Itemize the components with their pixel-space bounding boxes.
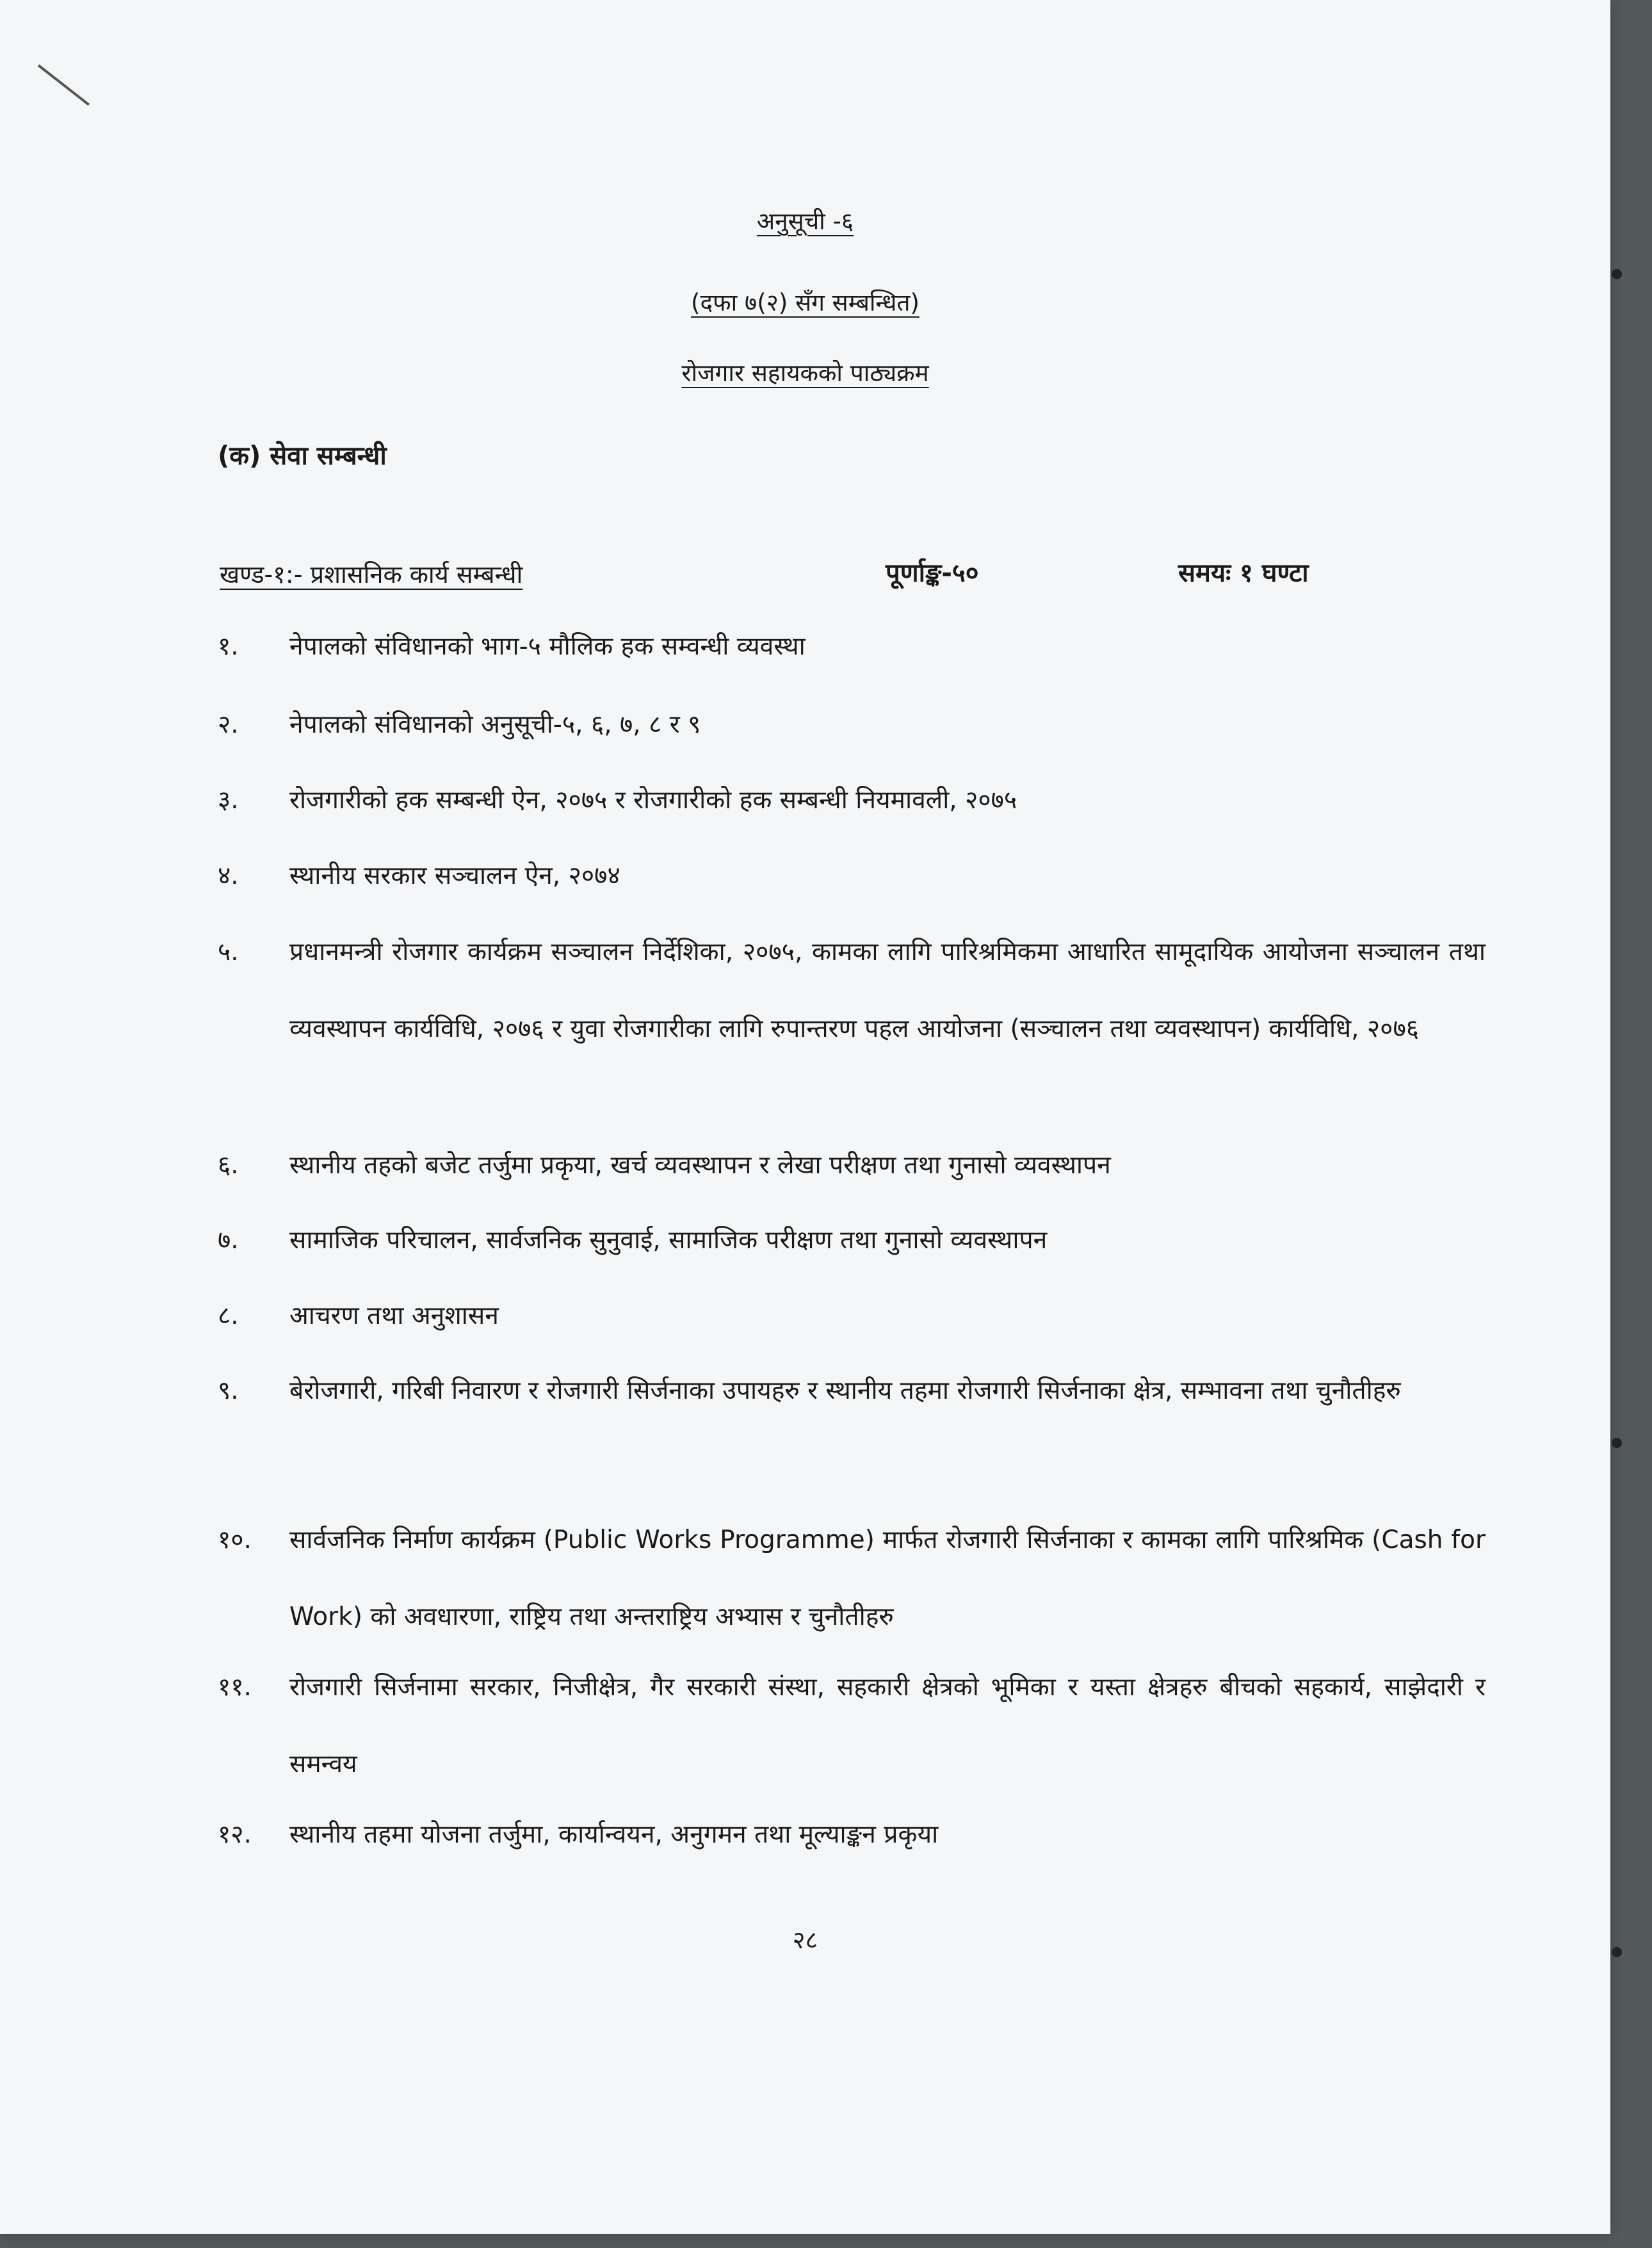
item-number: ४. <box>218 861 239 890</box>
item-text: नेपालको संविधानको भाग-५ मौलिक हक सम्वन्धी व्यवस्था <box>289 632 806 661</box>
section-reference: (दफा ७(२) सँग सम्बन्धित) <box>691 289 919 316</box>
page-number: २८ <box>792 1926 818 1954</box>
list-item <box>218 1202 1486 1279</box>
schedule-title: अनुसूची -६ <box>756 208 854 235</box>
item-number: १२. <box>218 1820 252 1849</box>
item-number: २. <box>218 710 239 739</box>
service-heading: (क) सेवा सम्बन्धी <box>218 441 387 471</box>
scan-mark <box>38 64 90 106</box>
binder-hole-icon <box>1612 1947 1622 1957</box>
item-text: स्थानीय तहको बजेट तर्जुमा प्रकृया, खर्च व्यवस्थापन र लेखा परीक्षण तथा गुनासो व्यवस्थापन <box>289 1151 1111 1180</box>
list-item <box>218 914 1486 1068</box>
syllabus-title: रोजगार सहायकको पाठ्यक्रम <box>681 359 929 387</box>
item-number: ११. <box>218 1673 252 1702</box>
item-text: रोजगारीको हक सम्बन्धी ऐन, २०७५ र रोजगारीको हक सम्बन्धी नियमावली, २०७५ <box>289 786 1017 815</box>
list-item <box>218 1649 1486 1803</box>
exam-time: समयः १ घण्टा <box>1178 558 1309 588</box>
item-text: नेपालको संविधानको अनुसूची-५, ६, ७, ८ र ९ <box>289 710 701 739</box>
item-text: स्थानीय सरकार सञ्चालन ऐन, २०७४ <box>289 861 620 890</box>
item-number: १०. <box>218 1526 252 1554</box>
list-item <box>218 687 1486 763</box>
item-number: १. <box>218 632 239 661</box>
item-number: ३. <box>218 786 239 815</box>
list-item <box>218 1127 1486 1204</box>
list-item <box>218 608 1486 685</box>
item-text: सार्वजनिक निर्माण कार्यक्रम (Public Works Programme) मार्फत रोजगारी सिर्जनाका र कामका लागि पारिश्रमिक (Cash for Work) को अवधारणा, राष्ट्रिय तथा अन्तराष्ट्रिय अभ्यास र चुनौतीहरु <box>289 1526 1486 1631</box>
binder-hole-icon <box>1612 1438 1622 1448</box>
list-item <box>218 838 1486 915</box>
list-item <box>218 1353 1486 1429</box>
list-item <box>218 1796 1486 1873</box>
list-item <box>218 1278 1486 1355</box>
item-number: ५. <box>218 938 239 966</box>
item-text: प्रधानमन्त्री रोजगार कार्यक्रम सञ्चालन निर्देशिका, २०७५, कामका लागि पारिश्रमिकमा आधारित सामूदायिक आयोजना सञ्चालन तथा व्यवस्थापन कार्यविधि, २०७६ र युवा रोजगारीका लागि रुपान्तरण पहल आयोजना (सञ्चालन तथा व्यवस्थापन) कार्यविधि, २०७६ <box>289 938 1486 1043</box>
item-number: ८. <box>218 1301 239 1330</box>
item-text: बेरोजगारी, गरिबी निवारण र रोजगारी सिर्जनाका उपायहरु र स्थानीय तहमा रोजगारी सिर्जनाका क्षेत्र, सम्भावना तथा चुनौतीहरु <box>289 1376 1401 1405</box>
full-marks: पूर्णाङ्क-५० <box>886 558 979 588</box>
item-text: स्थानीय तहमा योजना तर्जुमा, कार्यान्वयन, अनुगमन तथा मूल्याङ्कन प्रकृया <box>289 1820 939 1849</box>
item-number: ७. <box>218 1226 239 1255</box>
binder-hole-icon <box>1612 269 1622 279</box>
item-number: ६. <box>218 1151 239 1180</box>
item-number: ९. <box>218 1376 239 1405</box>
list-item <box>218 762 1486 839</box>
item-text: आचरण तथा अनुशासन <box>289 1301 499 1330</box>
part-title: खण्ड-१:- प्रशासनिक कार्य सम्बन्धी <box>220 560 523 589</box>
item-text: रोजगारी सिर्जनामा सरकार, निजीक्षेत्र, गैर सरकारी संस्था, सहकारी क्षेत्रको भूमिका र यस्ता क्षेत्रहरु बीचको सहकार्य, साझेदारी र समन्वय <box>289 1673 1486 1779</box>
item-text: सामाजिक परिचालन, सार्वजनिक सुनुवाई, सामाजिक परीक्षण तथा गुनासो व्यवस्थापन <box>289 1226 1048 1255</box>
list-item <box>218 1502 1486 1656</box>
